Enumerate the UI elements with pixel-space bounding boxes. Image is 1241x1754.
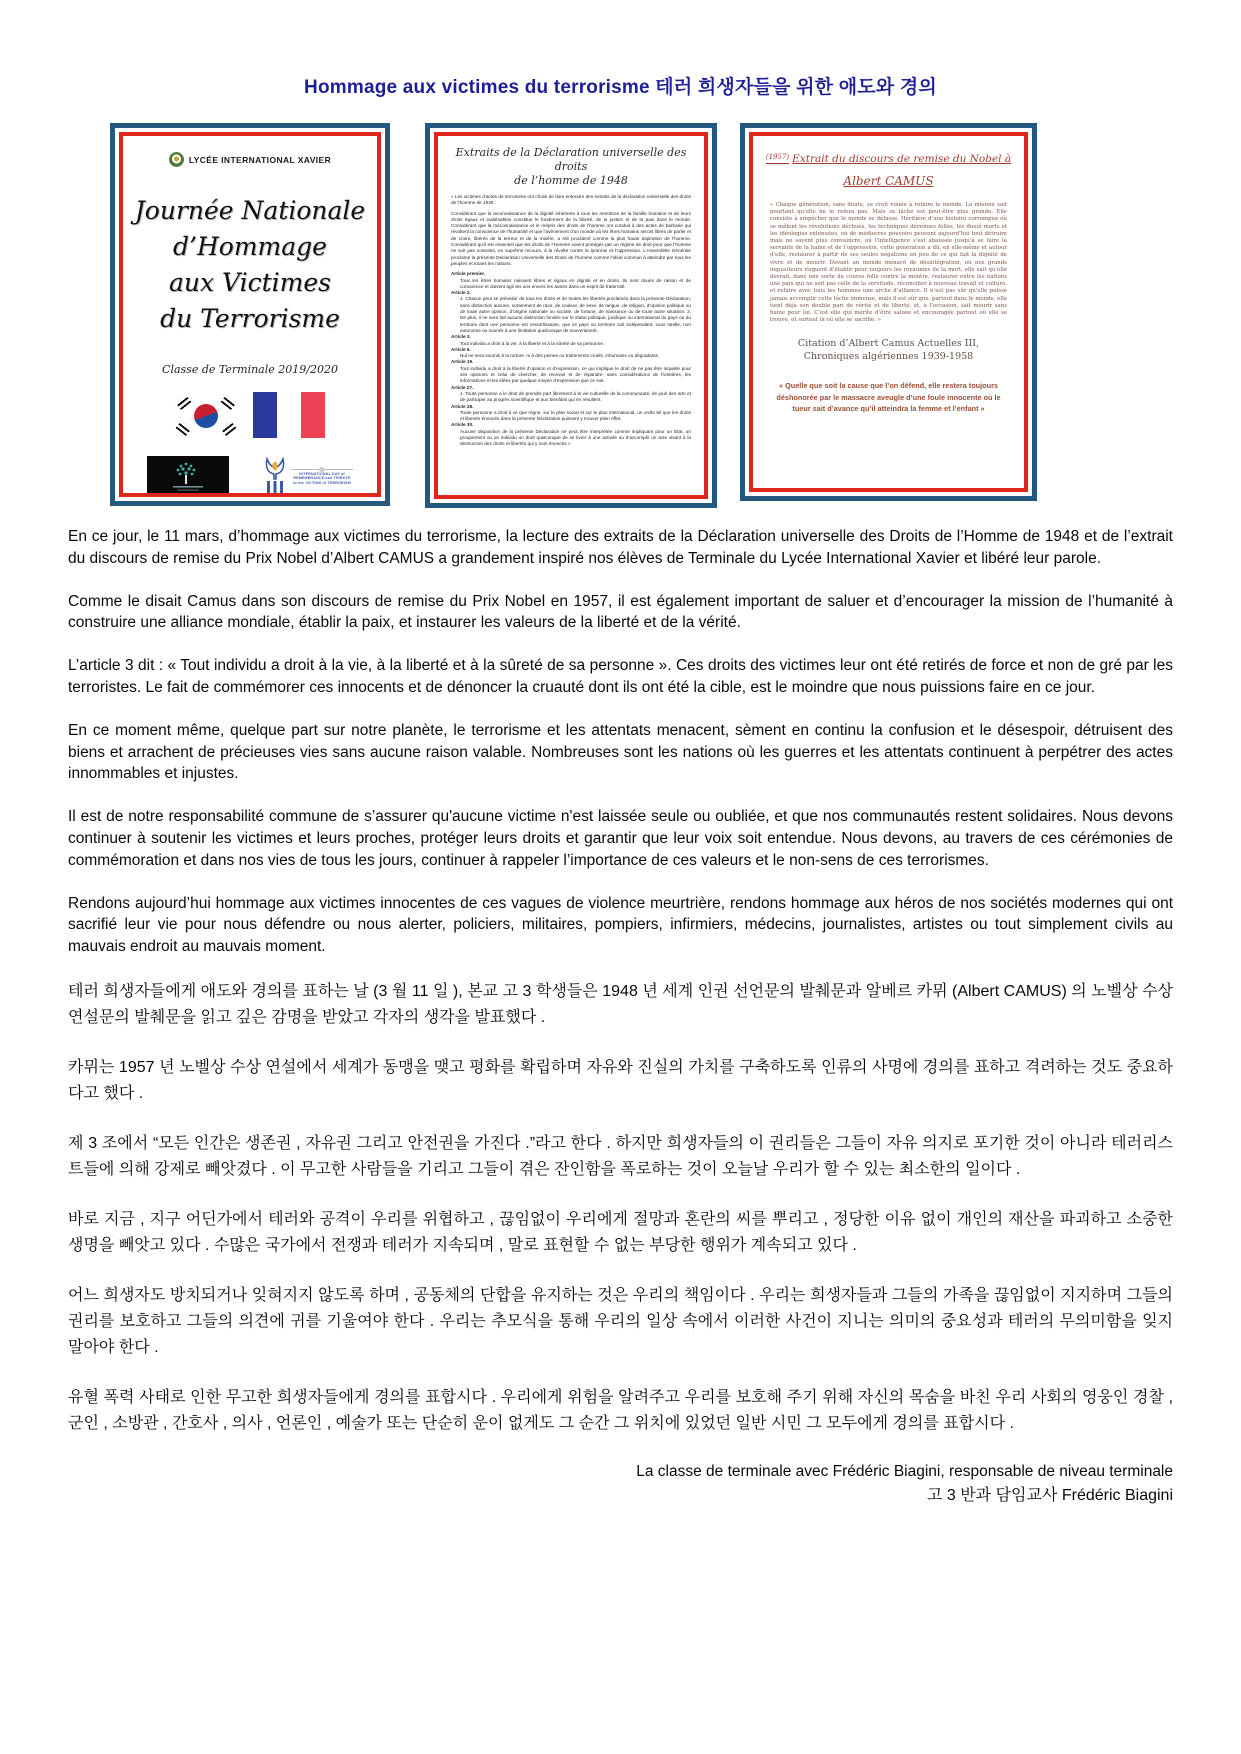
closing-line-fr: La classe de terminale avec Frédéric Biagini, responsable de niveau terminale	[636, 1462, 1173, 1480]
school-header	[133, 152, 367, 167]
paragraph-fr: Il est de notre responsabilité commune de s’assurer qu'aucune victime n'est laissée seule ou oubliée, et que nos communautés restent solidaires. Nous devons continuer à soutenir les victimes et leurs proches, protéger leurs droits et garantir que leur voix soit entendue. Nous devons, au travers de ces cérémonies de commémoration et dans nos vies de tous les jours, continuer à rappeler l’importance de ces valeurs et le non-sens de ces terrorismes.	[68, 808, 1173, 869]
tulip-flame-icon	[263, 457, 287, 497]
korean-flag-icon	[175, 394, 237, 437]
flags-row	[133, 392, 367, 438]
declaration-intro: « Les victimes d’actes de terrorisme ont choisi de faire entendre des extraits de la déclaration universelle des droits de l’homme de 1948 :	[451, 194, 691, 206]
camus-citation	[763, 337, 1014, 363]
un-day-text	[291, 469, 353, 486]
article-item	[451, 404, 691, 423]
page-title: Hommage aux victimes du terrorisme 테러 희생자들을 위한 애도와 경의	[304, 77, 937, 98]
article-item	[451, 271, 691, 290]
taeguk-icon	[194, 404, 218, 428]
poster1-frame	[119, 132, 381, 497]
article-text: Tout individu a droit à la liberté d’opinion et d’expression, ce qui implique le droit de ne pas être inquiété pour ses opinions et celui de chercher, de recevoir et de répandre, sans considérations de frontières, les informations et les idées par quelque moyen d’expression que ce soit.	[460, 365, 691, 384]
closing-line-ko: 고 3 반과 담임교사 Frédéric Biagini	[926, 1486, 1173, 1504]
article-item	[451, 347, 691, 360]
article-label: Article 2.	[451, 290, 471, 296]
closing-signature	[68, 1461, 1173, 1508]
trigram-icon	[176, 420, 192, 435]
article-item	[451, 290, 691, 334]
camus-citation-line: Chroniques algériennes 1939-1958	[803, 351, 974, 363]
poster3-frame	[749, 132, 1028, 492]
poster-row	[110, 123, 1173, 508]
paragraph-fr: Comme le disait Camus dans son discours de remise du Prix Nobel en 1957, il est également important de saluer et d’encourager la mission de l’humanité à construire une alliance mondiale, établir la paix, et instaurer les valeurs de la liberté et de la vérité.	[68, 592, 1173, 632]
declaration-title-line: de l’homme de 1948	[514, 174, 628, 187]
paragraph-ko: 어느 희생자도 방치되거나 잊혀지지 않도록 하며 , 공동체의 단합을 유지하는 것은 우리의 책임이다 . 우리는 희생자들과 그들의 가족을 끊임없이 지지하며 그들의 권리를 보호하고 그들의 의견에 귀를 기울여야 한다 . 우리는 추모식을 통해 우리의 일상 속에서 이러한 사건이 지니는 의미의 중요성과 테러의 무의미함을 잊지 말아야 한다 .	[68, 1286, 1173, 1356]
article-text: Tout individu a droit à la vie, à la liberté et à la sûreté de sa personne.	[460, 340, 605, 346]
paragraph-ko: 테러 희생자들에게 애도와 경의를 표하는 날 (3 월 11 일 ), 본교 고 3 학생들은 1948 년 세계 인권 선언문의 발췌문과 알베르 카뮈 (Albert CAMUS) 의 노벨상 수상 연설문의 발췌문을 읽고 깊은 감명을 받았고 각자의 생각을 발표했다 .	[68, 982, 1173, 1026]
poster-declaration-1948	[425, 123, 717, 508]
french-flag-icon	[253, 392, 325, 438]
article-item	[451, 334, 691, 347]
paragraph-ko: 바로 지금 , 지구 어딘가에서 테러와 공격이 우리를 위협하고 , 끊임없이 우리에게 절망과 혼란의 씨를 뿌리고 , 정당한 이유 없이 개인의 재산을 파괴하고 소중한 생명을 빼앗고 있다 . 수많은 국가에서 전쟁과 테러가 지속되며 , 말로 표현할 수 없는 부당한 행위가 계속되고 있다 .	[68, 1210, 1173, 1254]
camus-header-line2: Albert CAMUS	[843, 174, 934, 188]
camus-year: (1957)	[765, 153, 790, 161]
paragraph-fr: L’article 3 dit : « Tout individu a droit à la vie, à la liberté et à la sûreté de sa personne ». Ces droits des victimes leur ont été retirés de force et non de gré par les terroristes. Le fait de commémorer ces innocents et de dénoncer la cruauté dont ils ont été la cible, est le moindre que nous puissions faire en ce jour.	[68, 657, 1173, 696]
camus-citation-line: Citation d’Albert Camus Actuelles III,	[797, 338, 980, 350]
article-label: Article 19.	[451, 359, 474, 365]
article-text: Tous les êtres humains naissent libres et égaux en dignité et en droits. Ils sont doués de raison et de conscience et doivent agir les uns envers les autres dans un esprit de fraternité.	[460, 277, 691, 289]
article-label: Article 3.	[451, 334, 471, 340]
article-label: Article premier.	[451, 271, 486, 277]
un-day-line: INTERNATIONAL DAY of	[299, 471, 345, 476]
memorial-tree-logo-icon	[147, 456, 229, 497]
declaration-title	[447, 146, 695, 188]
article-text: Nul ne sera soumis à la torture, ni à des peines ou traitements cruels, inhumains ou dégradants.	[460, 353, 660, 359]
un-day-line: to the VICTIMS of TERRORISM	[293, 480, 351, 485]
trigram-icon	[221, 394, 237, 409]
camus-header	[763, 150, 1014, 190]
camus-quote: « Chaque génération, sans doute, se croit vouée à refaire le monde. La mienne sait pourtant qu’elle ne le refera pas. Mais sa tâche est peut-être plus grande. Elle consiste à empêcher que le monde se défasse. Héritière d’une histoire corrompue où se mêlent les révolutions déchues, les techniques devenues folles, les dieux morts et les idéologies exténuées, où de médiocres pouvoirs peuvent aujourd’hui tout détruire mais ne savent plus convaincre, où l’intelligence s’est abaissée jusqu’à se faire la servante de la haine et de l’oppression, cette génération a dû, en elle-même et autour d’elle, restaurer à partir de ses seules négations un peu de ce qui fait la dignité de vivre et de mourir. Devant un monde menacé de désintégration, où nos grands inquisiteurs risquent d’établir pour toujours les royaumes de la mort, elle sait qu’elle devrait, dans une sorte de course folle contre la montre, restaurer entre les nations une paix qui ne soit pas celle de la servitude, réconcilier à nouveau travail et culture, et refaire avec tous les hommes une arche d’alliance. Il n’est pas sûr qu’elle puisse jamais accomplir cette tâche immense, mais il est sûr que, partout dans le monde, elle tient déjà son double pari de vérité et de liberté, et, à l’occasion, sait mourir sans haine pour lui. C’est elle qui mérite d’être saluée et encouragée partout où elle se trouve, et surtout là où elle se sacrifie. »	[770, 202, 1007, 324]
article-label: Article 28.	[451, 403, 474, 409]
poster-camus-nobel	[740, 123, 1037, 501]
camus-header-line1: $^{(1957)}$ Extrait du discours de remise du Nobel à	[765, 153, 1012, 165]
school-name: LYCÉE INTERNATIONAL XAVIER	[188, 154, 332, 165]
camus-bottom-quote: « Quelle que soit la cause que l’on défend, elle restera toujours déshonorée par le massacre aveugle d’une foule innocente où le tueur sait d’avance qu’il atteindra la femme et l’enfant »	[776, 381, 1001, 414]
article-text: 1. Chacun peut se prévaloir de tous les droits et de toutes les libertés proclamés dans la présente Déclaration, sans distinction aucune, notamment de race, de couleur, de sexe, de langue, de religion, d’opinion politique ou de toute autre opinion, d’origine nationale ou sociale, de fortune, de naissance ou de toute autre situation. 2. De plus, il ne sera fait aucune distinction fondée sur le statut politique, juridique ou international du pays ou du territoire dont une personne est ressortissante, que ce pays ou territoire soit indépendant, sous tutelle, non autonome ou soumis à une limitation quelconque de souveraineté.	[460, 296, 691, 333]
tree-of-dots	[161, 460, 215, 494]
poster1-title-line: du Terrorisme	[160, 304, 340, 333]
poster2-frame	[434, 132, 708, 499]
trigram-icon	[176, 394, 192, 409]
declaration-title-line: Extraits de la Déclaration universelle des droits	[455, 146, 687, 173]
paragraph-ko: 유혈 폭력 사태로 인한 무고한 희생자들에게 경의를 표합시다 . 우리에게 위험을 알려주고 우리를 보호해 주기 위해 자신의 목숨을 바친 우리 사회의 영웅인 경찰 , 군인 , 소방관 , 간호사 , 의사 , 언론인 , 예술가 또는 단순히 운이 없게도 그 순간 그 위치에 있었던 일반 시민 그 모두에게 경의를 표합시다 .	[68, 1388, 1173, 1432]
article-text: Aucune disposition de la présente Déclaration ne peut être interprétée comme impliquant pour un État, un groupement ou un individu un droit quelconque de se livrer à une activité ou d’accomplir un acte visant à la destruction des droits et libertés qui y sont énoncés »	[460, 428, 691, 447]
paragraph-fr: En ce moment même, quelque part sur notre planète, le terrorisme et les attentats menacent, sèment en continu la confusion et le désespoir, détruisent des biens et arrachent de précieuses vies sans aucune raison valable. Nombreuses sont les nations où les guerres et les attentats continuent à perpétrer des actes innommables et injustes.	[68, 721, 1173, 783]
divider	[291, 469, 353, 470]
poster1-title-line: d’Hommage	[173, 232, 327, 261]
poster1-title-line: aux Victimes	[168, 268, 332, 297]
article-label: Article 5.	[451, 346, 471, 352]
un-remembrance-logo	[263, 457, 353, 497]
article-label: Article 30.	[451, 422, 474, 428]
school-crest-icon	[169, 152, 184, 167]
article-text: 1. Toute personne a le droit de prendre part librement à la vie culturelle de la communauté, de jouir des arts et de participer au progrès scientifique et aux bienfaits qui en résultent.	[460, 390, 691, 403]
article-item	[451, 385, 691, 404]
un-day-line: REMEMBRANCE and TRIBUTE	[293, 476, 351, 481]
paragraph-fr: Rendons aujourd’hui hommage aux victimes innocentes de ces vagues de violence meurtrière, rendons hommage aux héros de nos sociétés modernes qui ont sacrifié leur vie pour nous défendre ou nous alerter, policiers, militaires, pompiers, infirmiers, médecins, journalistes, artistes ou tout simplement civils au mauvais endroit au mauvais moment.	[68, 894, 1173, 956]
poster-journee-nationale	[110, 123, 390, 506]
poster1-title	[133, 193, 367, 337]
article-label: Article 27.	[451, 384, 474, 390]
poster1-logos	[133, 456, 367, 497]
article-item	[451, 422, 691, 447]
paragraph-fr: En ce jour, le 11 mars, d’hommage aux victimes du terrorisme, la lecture des extraits de la Déclaration universelle des Droits de l’Homme de 1948 et de l’extrait du discours de remise du Prix Nobel d’Albert CAMUS a grandement inspiré nos élèves de Terminale du Lycée International Xavier et libéré leur parole.	[68, 528, 1173, 567]
trigram-icon	[221, 420, 237, 435]
article-text: Toute personne a droit à ce que règne, sur le plan social et sur le plan international, un ordre tel que les droits et libertés énoncés dans la présente Déclaration puissent y trouver plein effet.	[460, 409, 691, 422]
paragraph-ko: 제 3 조에서 “모든 인간은 생존권 , 자유권 그리고 안전권을 가진다 .”라고 한다 . 하지만 희생자들의 이 권리들은 그들이 자유 의지로 포기한 것이 아니라 테러리스트들에 의해 강제로 빼앗겼다 . 이 무고한 사람들을 기리고 그들이 겪은 잔인함을 폭로하는 것이 오늘날 우리가 할 수 있는 최소한의 일이다 .	[68, 1134, 1173, 1178]
poster1-title-line: Journée Nationale	[134, 196, 366, 225]
paragraph-ko: 카뮈는 1957 년 노벨상 수상 연설에서 세계가 동맹을 맺고 평화를 확립하며 자유와 진실의 가치를 구축하도록 인류의 사명에 경의를 표하고 격려하는 것도 중요하다고 했다 .	[68, 1058, 1173, 1102]
declaration-preamble: Considérant que la reconnaissance de la dignité inhérente à tous les membres de la famille humaine et de leurs droits égaux et inaliénables constitue le fondement de la liberté, de la justice et de la paix dans le monde. Considérant que la méconnaissance et le mépris des droits de l’homme ont conduit à des actes de barbarie qui révoltent la conscience de l’humanité et que l’avènement d’un monde où les êtres humains seront libres de parler et de croire, libérés de la terreur et de la misère, a été proclamé comme la plus haute aspiration de l’homme. Considérant qu’il est essentiel que les droits de l’Homme soient protégés par un régime de droit pour que l’homme ne soit pas contraint, en suprême recours, à la révolte contre la tyrannie et l’oppression. L’Assemblée Générale proclame la présente Déclaration Universelle des Droits de l’homme comme l’idéal commun à atteindre par tous les peuples et toutes les nations.	[451, 210, 691, 266]
classe-terminale-label: Classe de Terminale 2019/2020	[162, 363, 338, 376]
article-item	[451, 359, 691, 384]
